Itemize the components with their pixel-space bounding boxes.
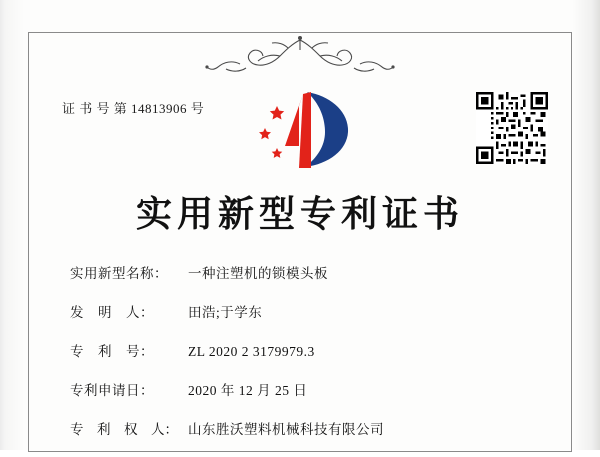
serial-label: 证 书 号 第 <box>62 101 128 116</box>
cnipa-emblem-icon <box>255 88 355 173</box>
qr-code-icon <box>476 92 548 164</box>
field-label-utility-model-name: 实用新型名称： <box>70 266 168 281</box>
field-row <box>70 262 540 282</box>
field-row <box>70 418 540 438</box>
field-row <box>70 301 540 321</box>
field-label-inventor: 发 明 人： <box>70 305 154 320</box>
field-value-inventor: 田浩;于学东 <box>188 305 263 320</box>
field-label-application-date: 专利申请日： <box>70 383 154 398</box>
certificate-fields <box>70 262 540 457</box>
certificate-title: 实用新型专利证书 <box>135 194 464 234</box>
field-label-patentee: 专 利 权 人： <box>70 422 178 437</box>
certificate-serial <box>62 98 204 117</box>
field-value-patent-number: ZL 2020 2 3179979.3 <box>188 344 315 359</box>
field-value-application-date: 2020 年 12 月 25 日 <box>188 383 308 398</box>
serial-number: 14813906 <box>131 101 188 116</box>
field-label-patent-number: 专 利 号： <box>70 344 154 359</box>
serial-suffix: 号 <box>190 101 205 116</box>
field-row <box>70 340 540 360</box>
field-value-utility-model-name: 一种注塑机的锁模头板 <box>188 266 328 281</box>
field-value-patentee: 山东胜沃塑料机械科技有限公司 <box>188 422 384 437</box>
field-row <box>70 379 540 399</box>
